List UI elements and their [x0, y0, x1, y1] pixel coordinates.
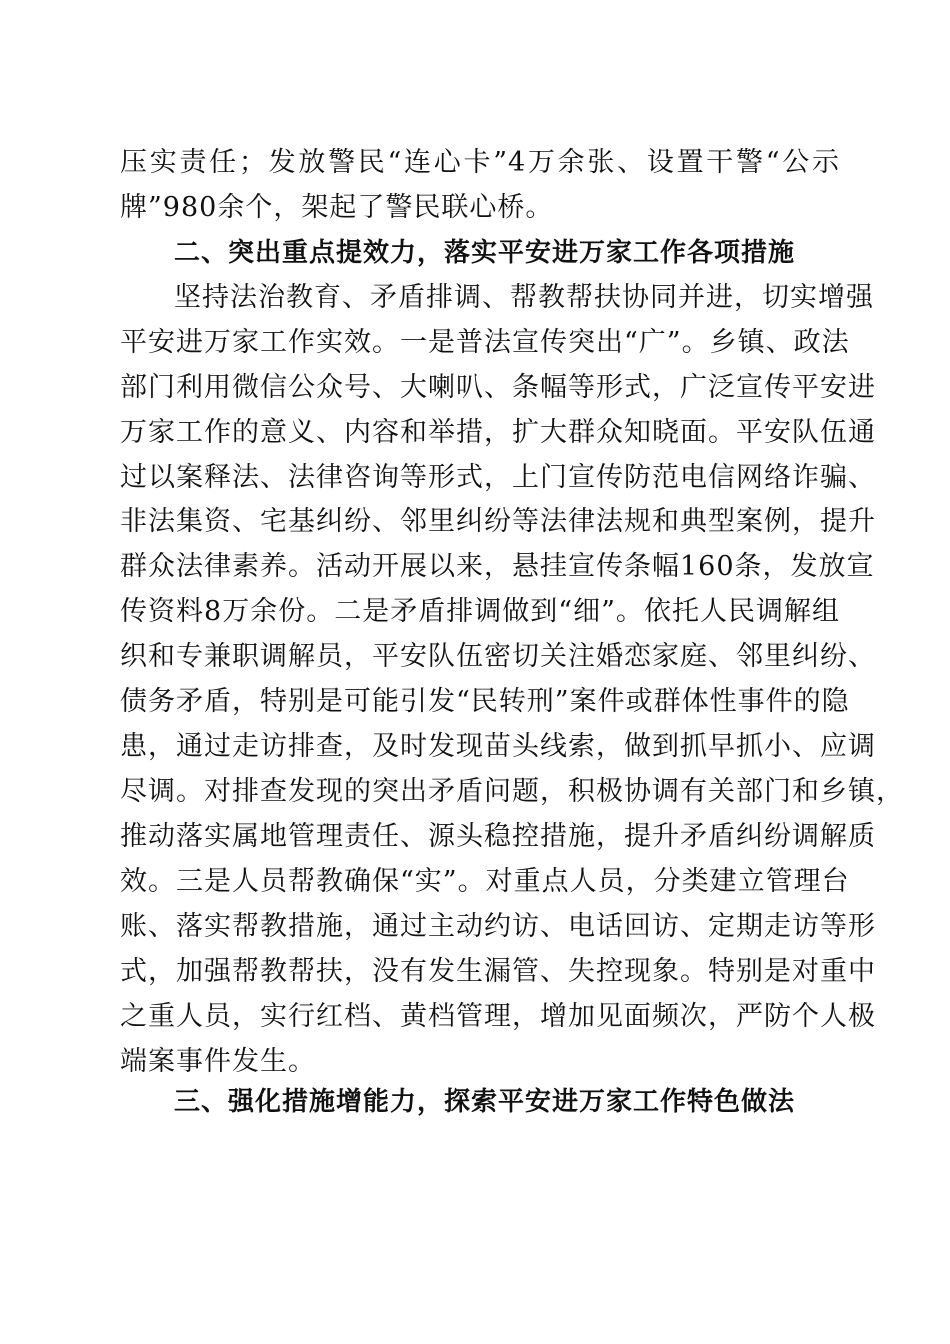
paragraph-line: 压实责任；发放警民“连心卡”4万余张、设置干警“公示: [120, 147, 840, 178]
paragraph-line: 效。三是人员帮教确保“实”。对重点人员，分类建立管理台: [120, 866, 850, 897]
paragraph-line: 端案事件发生。: [120, 1046, 316, 1077]
paragraph-line: 债务矛盾，特别是可能引发“民转刑”案件或群体性事件的隐: [120, 686, 850, 717]
paragraph-line: 推动落实属地管理责任、源头稳控措施，提升矛盾纠纷调解质: [120, 821, 876, 852]
section-heading-3: 三、强化措施增能力，探索平安进万家工作特色做法: [174, 1087, 796, 1117]
paragraph-line: 式，加强帮教帮扶，没有发生漏管、失控现象。特别是对重中: [120, 956, 876, 987]
paragraph-line: 账、落实帮教措施，通过主动约访、电话回访、定期走访等形: [120, 911, 876, 942]
paragraph-line: 过以案释法、法律咨询等形式，上门宣传防范电信网络诈骗、: [120, 462, 876, 493]
paragraph-line: 传资料8万余份。二是矛盾排调做到“细”。依托人民调解组: [120, 596, 840, 627]
paragraph-line: 平安进万家工作实效。一是普法宣传突出“广”。乡镇、政法: [120, 327, 850, 358]
paragraph-line: 非法集资、宅基纠纷、邻里纠纷等法律法规和典型案例，提升: [120, 506, 876, 537]
paragraph-line: 织和专兼职调解员，平安队伍密切关注婚恋家庭、邻里纠纷、: [120, 641, 876, 672]
paragraph-line: 部门利用微信公众号、大喇叭、条幅等形式，广泛宣传平安进: [120, 372, 876, 403]
paragraph-line: 群众法律素养。活动开展以来，悬挂宣传条幅160条，发放宣: [120, 551, 875, 582]
paragraph-line: 之重人员，实行红档、黄档管理，增加见面频次，严防个人极: [120, 1001, 876, 1032]
paragraph-line: 牌”980余个，架起了警民联心桥。: [120, 192, 554, 223]
paragraph-line: 尽调。对排查发现的突出矛盾问题，积极协调有关部门和乡镇，: [120, 776, 904, 807]
paragraph-line: 患，通过走访排查，及时发现苗头线索，做到抓早抓小、应调: [120, 731, 876, 762]
section-heading-2: 二、突出重点提效力，落实平安进万家工作各项措施: [174, 238, 796, 268]
paragraph-line: 万家工作的意义、内容和举措，扩大群众知晓面。平安队伍通: [120, 417, 876, 448]
paragraph-line: 坚持法治教育、矛盾排调、帮教帮扶协同并进，切实增强: [174, 282, 874, 313]
